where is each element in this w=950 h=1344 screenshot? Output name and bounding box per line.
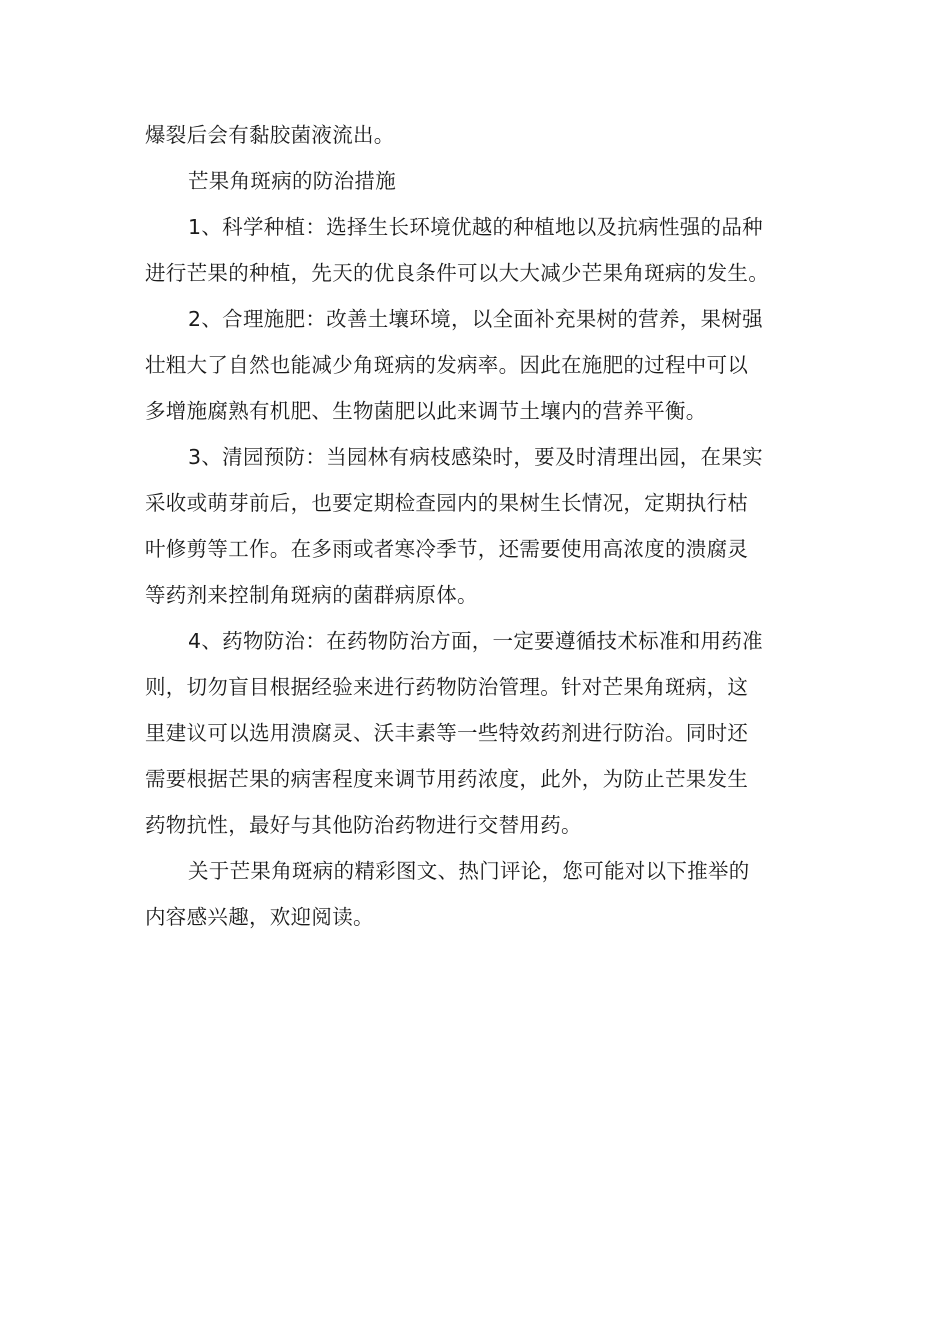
text-line: 壮粗大了自然也能减少角斑病的发病率。因此在施肥的过程中可以 bbox=[145, 353, 749, 377]
text-line: 爆裂后会有黏胶菌液流出。 bbox=[145, 123, 395, 147]
text-line: 里建议可以选用溃腐灵、沃丰素等一些特效药剂进行防治。同时还 bbox=[145, 721, 749, 745]
section-heading bbox=[145, 158, 807, 204]
text-line: 内容感兴趣，欢迎阅读。 bbox=[145, 905, 374, 929]
text-line: 3、清园预防：当园林有病枝感染时，要及时清理出园，在果实 bbox=[188, 445, 763, 469]
paragraph-scientific-planting bbox=[145, 204, 807, 296]
document-body bbox=[145, 112, 807, 940]
paragraph-intro-tail bbox=[145, 112, 807, 158]
text-line: 等药剂来控制角斑病的菌群病原体。 bbox=[145, 583, 478, 607]
text-line: 则，切勿盲目根据经验来进行药物防治管理。针对芒果角斑病，这 bbox=[145, 675, 749, 699]
text-line: 2、合理施肥：改善土壤环境，以全面补充果树的营养，果树强 bbox=[188, 307, 763, 331]
text-line: 多增施腐熟有机肥、生物菌肥以此来调节土壤内的营养平衡。 bbox=[145, 399, 707, 423]
text-line: 叶修剪等工作。在多雨或者寒冷季节，还需要使用高浓度的溃腐灵 bbox=[145, 537, 749, 561]
text-line: 药物抗性，最好与其他防治药物进行交替用药。 bbox=[145, 813, 582, 837]
paragraph-chemical-control bbox=[145, 618, 807, 848]
text-line: 芒果角斑病的防治措施 bbox=[188, 169, 396, 193]
text-line: 采收或萌芽前后，也要定期检查园内的果树生长情况，定期执行枯 bbox=[145, 491, 749, 515]
paragraph-related-content bbox=[145, 848, 807, 940]
paragraph-orchard-cleaning bbox=[145, 434, 807, 618]
paragraph-fertilization bbox=[145, 296, 807, 434]
text-line: 关于芒果角斑病的精彩图文、热门评论，您可能对以下推举的 bbox=[188, 859, 750, 883]
text-line: 1、科学种植：选择生长环境优越的种植地以及抗病性强的品种 bbox=[188, 215, 763, 239]
text-line: 需要根据芒果的病害程度来调节用药浓度，此外，为防止芒果发生 bbox=[145, 767, 749, 791]
text-line: 进行芒果的种植，先天的优良条件可以大大减少芒果角斑病的发生。 bbox=[145, 261, 769, 285]
text-line: 4、药物防治：在药物防治方面，一定要遵循技术标准和用药准 bbox=[188, 629, 763, 653]
